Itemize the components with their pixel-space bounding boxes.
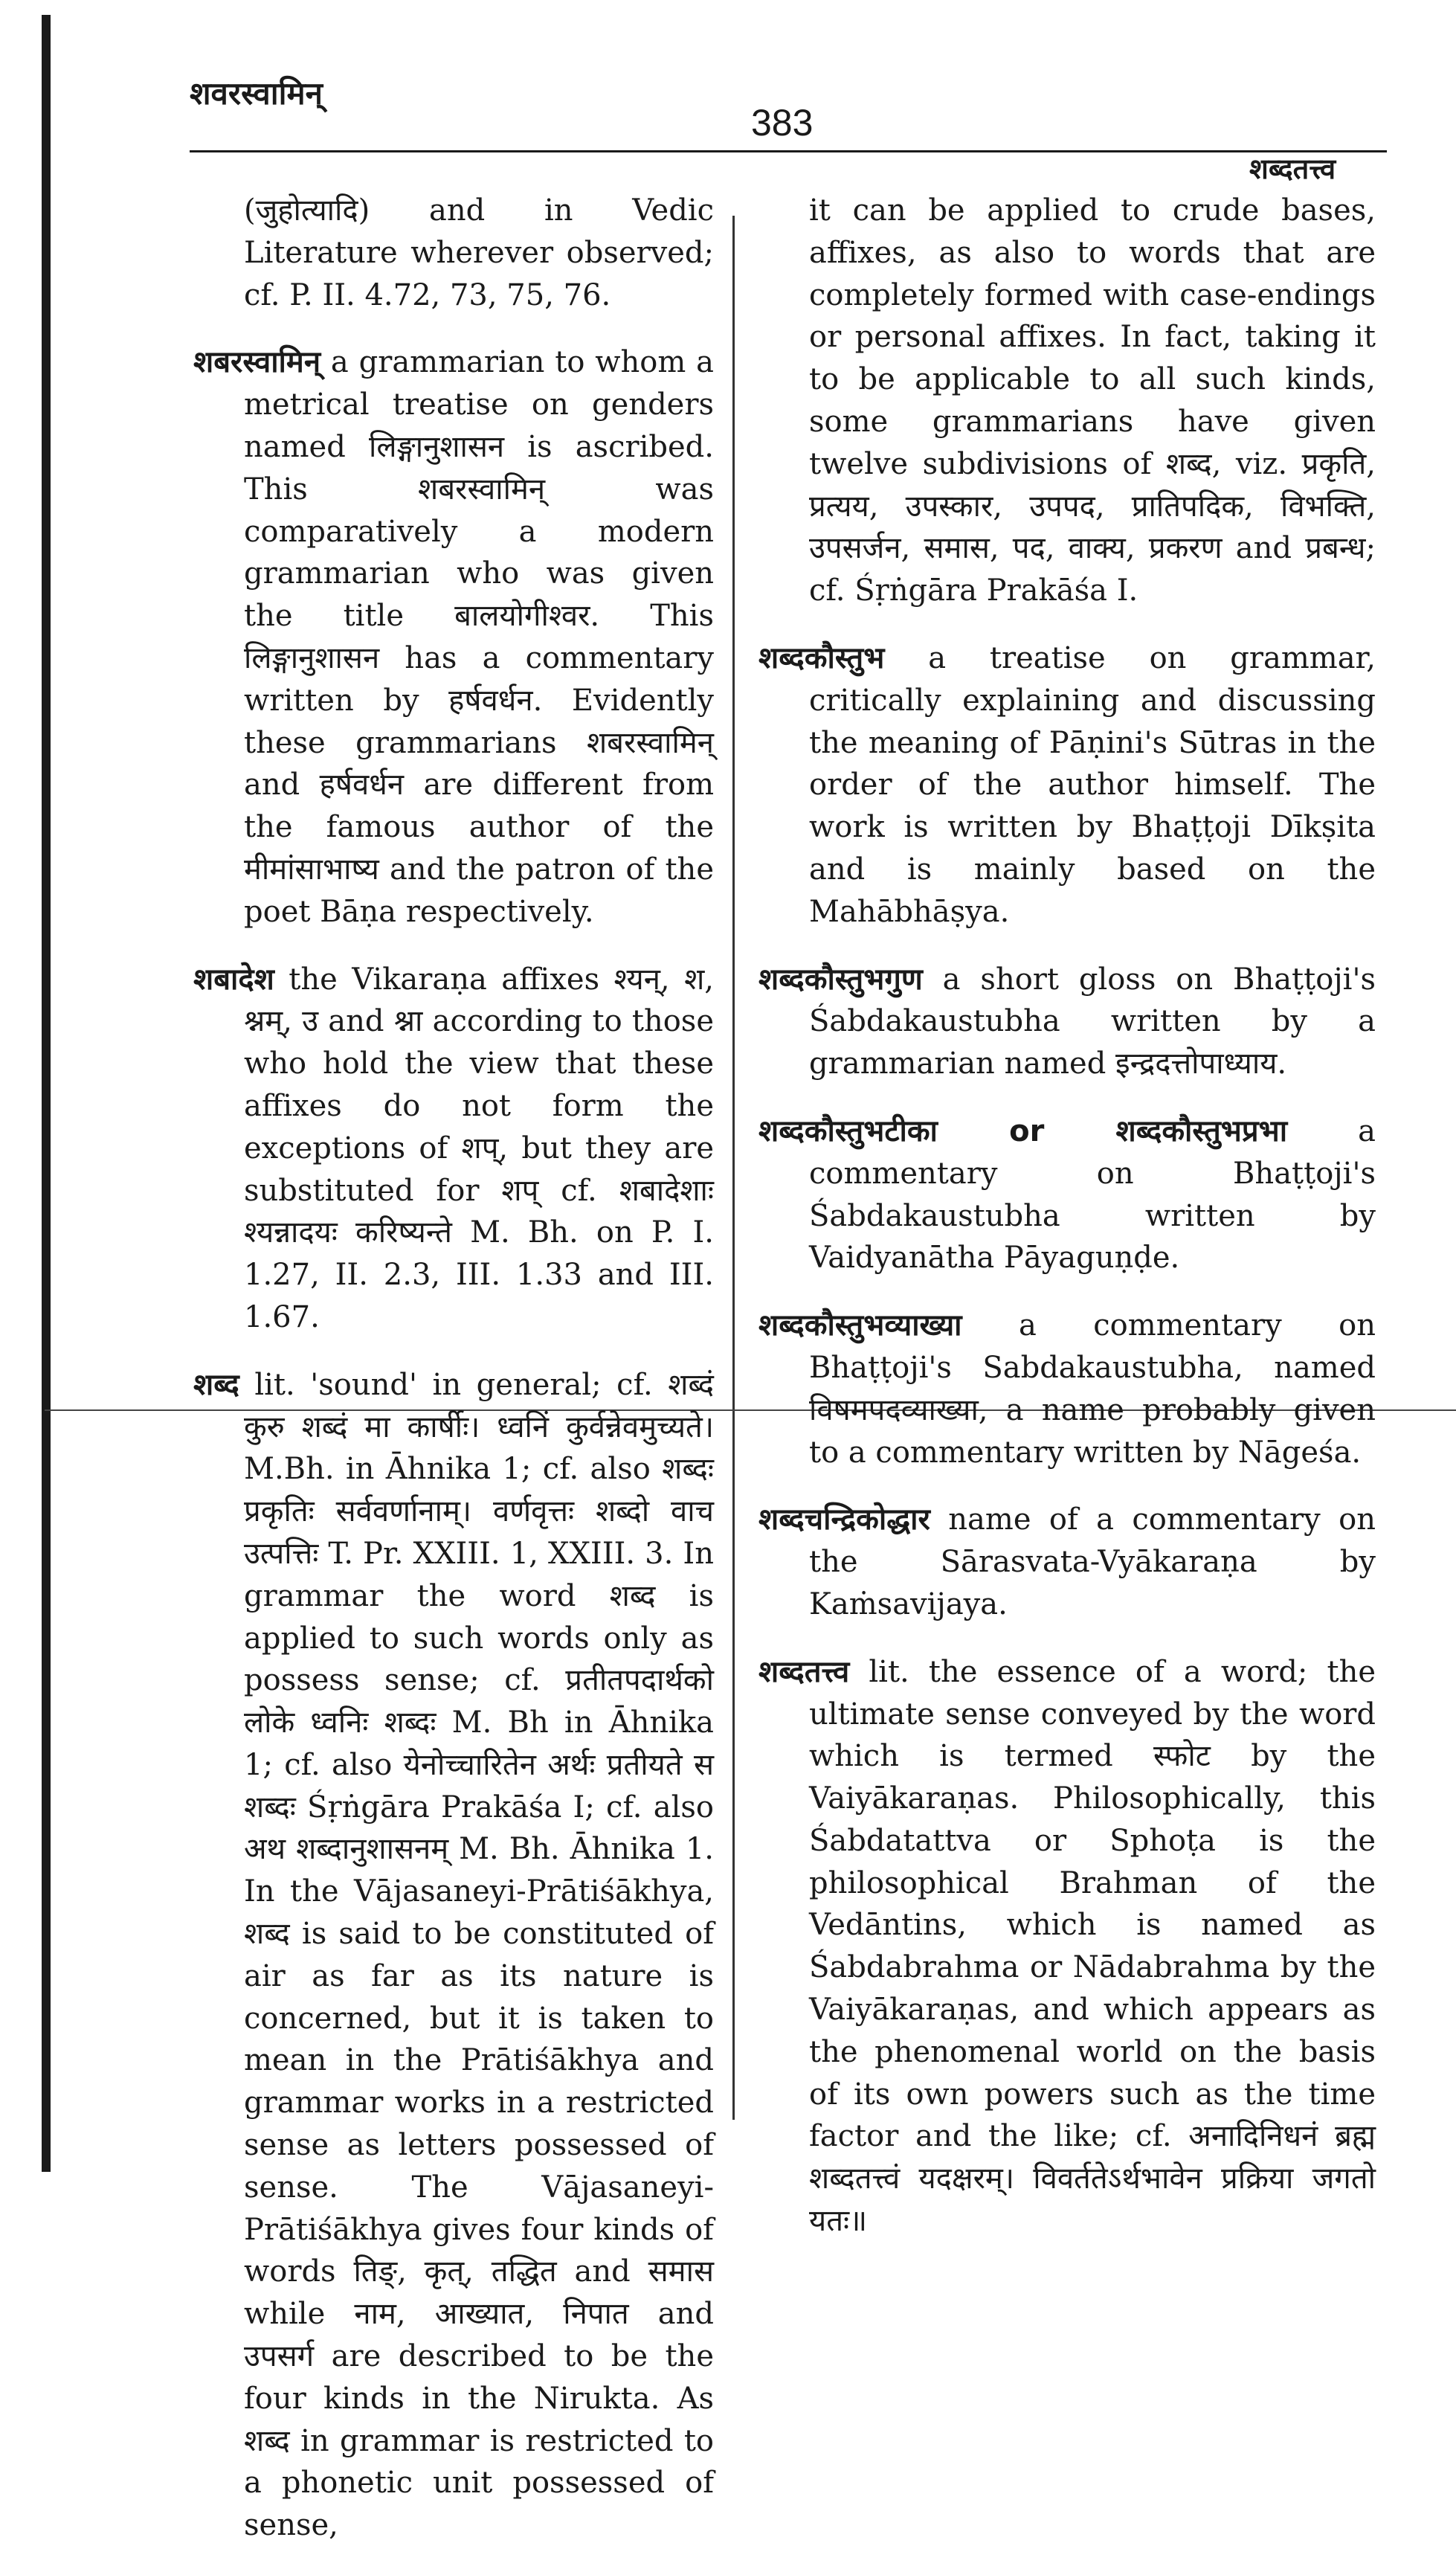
left-column (193, 190, 714, 2572)
dictionary-entry (193, 190, 714, 316)
right-column (758, 190, 1376, 2268)
running-head-left: शवरस्वामिन् (190, 75, 323, 112)
dictionary-entry (758, 959, 1376, 1085)
entry-text: (जुहोत्यादि) and in Vedic Literature wherever observed; cf. P. II. 4.72, 73, 75, 76. (244, 193, 714, 312)
entry-headword: शब्दकौस्तुभव्याख्या (758, 1308, 962, 1343)
dictionary-entry (193, 341, 714, 933)
page-number: 383 (751, 102, 814, 144)
book-binding-edge (42, 15, 51, 2172)
dictionary-entry (193, 959, 714, 1339)
entry-text: name of a commentary on the Sārasvata-Vyākaraṇa by Kaṁsavijaya. (809, 1502, 1376, 1621)
column-divider (732, 216, 735, 2120)
entry-text: a commentary on Bhaṭṭoji's Sabdakaustubha, named विषमपदव्याख्या, a name probably given to a commentary written by Nāgeśa. (809, 1308, 1376, 1470)
dictionary-entry (758, 1499, 1376, 1625)
entry-headword: शब्दतत्त्व (758, 1654, 850, 1689)
entry-text: it can be applied to crude bases, affixes, as also to words that are completely formed with case-endings or personal affixes. In fact, taking it to be applicable to all such kinds, some grammarians have given twelve subdivisions of शब्द, viz. प्रकृति, प्रत्यय, उपस्कार, उपपद, प्रातिपदिक, विभक्ति, उपसर्जन, समास, पद, वाक्य, प्रकरण and प्रबन्ध; cf. Śṛṅgāra Prakāśa I. (809, 193, 1376, 608)
entry-text: the Vikaraṇa affixes श्यन्, श, श्नम्, उ and श्ना according to those who hold the view that these affixes do not form the exceptions of शप्, but they are substituted for शप् cf. शबादेशाः श्यन्नादयः करिष्यन्ते M. Bh. on P. I. 1.27, II. 2.3, III. 1.33 and III. 1.67. (244, 962, 714, 1334)
entry-headword: शब्दकौस्तुभ (758, 640, 885, 675)
entry-text: a short gloss on Bhaṭṭoji's Śabdakaustubha written by a grammarian named इन्द्रदत्तोपाध्याय. (809, 962, 1376, 1081)
entry-text: a treatise on grammar, critically explaining and discussing the meaning of Pāṇini's Sūtras in the order of the author himself. The work is written by Bhaṭṭoji Dīkṣita and is mainly based on the Mahābhāṣya. (809, 640, 1376, 929)
dictionary-entry (758, 1110, 1376, 1279)
running-head-right: शब्दतत्त्व (1249, 152, 1336, 185)
entry-headword: शबादेश (193, 962, 274, 997)
entry-text: a grammarian to whom a metrical treatise on genders named लिङ्गानुशासन is ascribed. This शबरस्वामिन् was comparatively a modern grammarian who was given the title बालयोगीश्वर. This लिङ्गानुशासन has a commentary written by हर्षवर्धन. Evidently these grammarians शबरस्वामिन् and हर्षवर्धन are different from the famous author of the मीमांसाभाष्य and the patron of the poet Bāṇa respectively. (244, 345, 714, 929)
dictionary-entry (193, 1364, 714, 2547)
entry-headword: शब्दकौस्तुभटीका or शब्दकौस्तुभप्रभा (758, 1113, 1288, 1148)
dictionary-entry (758, 637, 1376, 933)
entry-text: lit. 'sound' in general; cf. शब्दं कुरु शब्दं मा कार्षीः। ध्वनिं कुर्वन्नेवमुच्यते। M.Bh. in Āhnika 1; cf. also शब्दः प्रकृतिः सर्ववर्णानाम्। वर्णवृत्तः शब्दो वाच उत्पत्तिः T. Pr. XXIII. 1, XXIII. 3. In grammar the word शब्द is applied to such words only as possess sense; cf. प्रतीतपदार्थको लोके ध्वनिः शब्दः M. Bh in Āhnika 1; cf. also येनोच्चारितेन अर्थः प्रतीयते स शब्दः Śṛṅgāra Prakāśa I; cf. also अथ शब्दानुशासनम् M. Bh. Āhnika 1. In the Vājasaneyi-Prātiśākhya, शब्द is said to be constituted of air as far as its nature is concerned, but it is taken to mean in the Prātiśākhya and grammar works in a restricted sense as letters possessed of sense. The Vājasaneyi-Prātiśākhya gives four kinds of words तिङ्, कृत्, तद्धित and समास while नाम, आख्यात, निपात and उपसर्ग are described to be the four kinds in the Nirukta. As शब्द in grammar is restricted to a phonetic unit possessed of sense, (244, 1367, 714, 2543)
entry-text: lit. the essence of a word; the ultimate sense conveyed by the word which is termed स्फोट by the Vaiyākaraṇas. Philosophically, this Śabdatattva or Sphoṭa is the philosophical Brahman of the Vedāntins, which is named as Śabdabrahma or Nādabrahma by the Vaiyākaraṇas, and which appears as the phenomenal world on the basis of its own powers such as the time factor and the like; cf. अनादिनिधनं ब्रह्म शब्दतत्त्वं यदक्षरम्। विवर्ततेऽर्थभावेन प्रक्रिया जगतो यतः॥ (809, 1654, 1376, 2239)
dictionary-entry (758, 190, 1376, 612)
entry-text: a commentary on Bhaṭṭoji's Śabdakaustubha written by Vaidyanātha Pāyaguṇḍe. (809, 1113, 1376, 1276)
entry-headword: शब्दचन्द्रिकोद्धार (758, 1502, 930, 1537)
entry-headword: शब्दकौस्तुभगुण (758, 962, 923, 997)
entry-headword: शबरस्वामिन् (193, 345, 321, 380)
entry-headword: शब्द (193, 1367, 239, 1402)
header-rule (190, 150, 1387, 152)
dictionary-entry (758, 1651, 1376, 2243)
dictionary-entry (758, 1305, 1376, 1473)
